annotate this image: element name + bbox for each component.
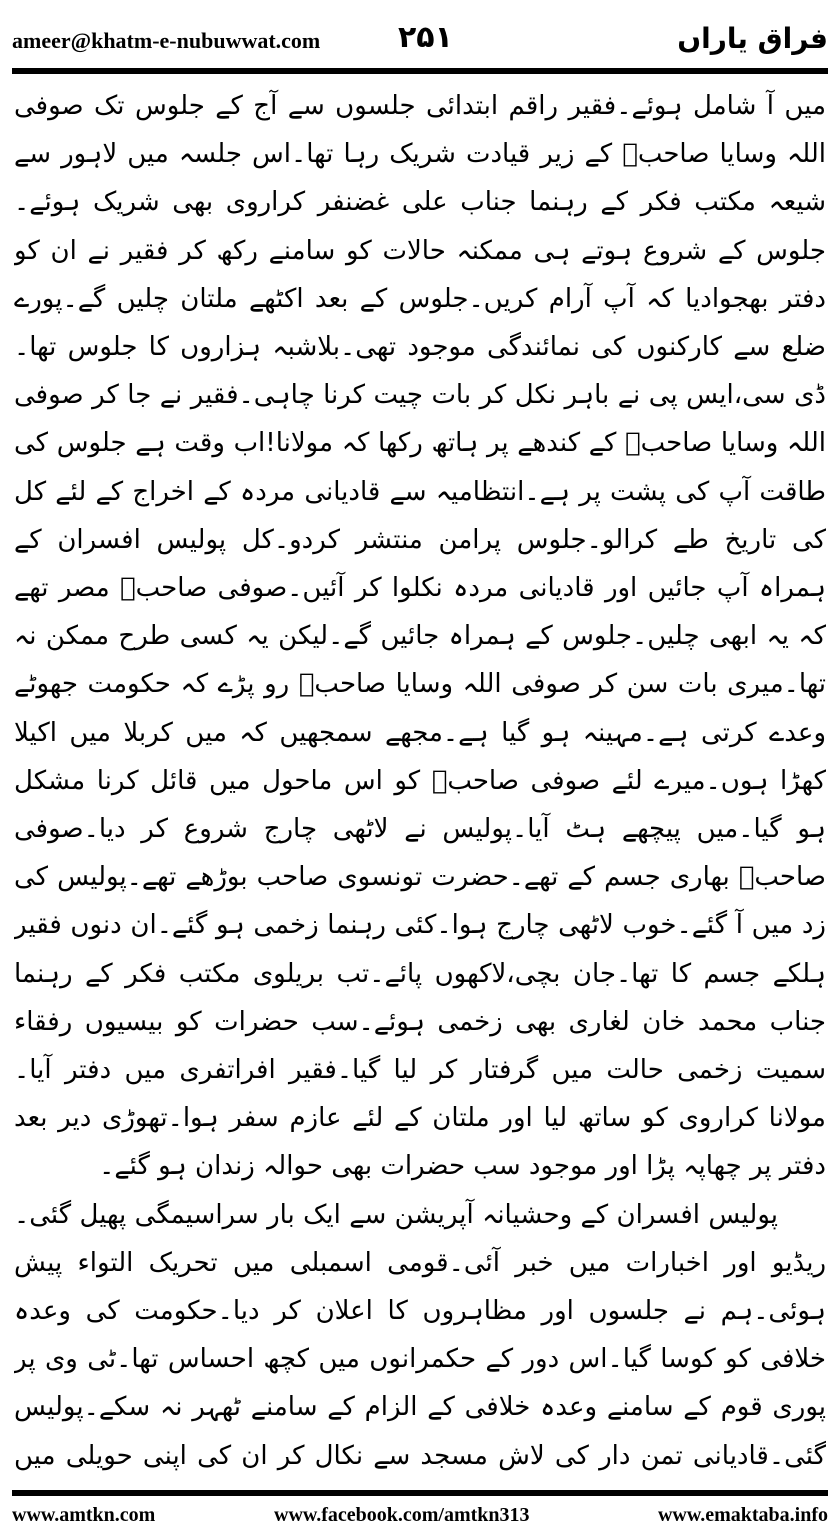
page-header — [12, 18, 828, 66]
paragraph-2: پولیس افسران کے وحشیانہ آپریشن سے ایک بار سراسیمگی پھیل گئی۔ریڈیو اور اخبارات میں خبر آئی۔قومی اسمبلی میں تحریک التواء پیش ہوئی۔ہم نے جلسوں اور مظاہروں کا اعلان کر دیا۔حکومت کی وعدہ خلافی کو کوسا گیا۔اس دور کے حکمرانوں میں کچھ احساس تھا۔ٹی وی پر پوری قوم کے سامنے وعدہ خلافی کے الزام کے سامنے ٹھہر نہ سکے۔پولیس گئی۔قادیانی تمن دار کی لاش مسجد سے نکال کر ان کی اپنی حویلی میں — [14, 1199, 826, 1471]
paragraph-1: میں آ شامل ہوئے۔فقیر راقم ابتدائی جلسوں سے آج کے جلوس تک صوفی اللہ وسایا صاحبؒ کے زیر قیادت شریک رہا تھا۔اس جلسہ میں لاہور سے شیعہ مکتب فکر کے رہنما جناب علی غضنفر کراروی بھی شریک ہوئے۔جلوس کے شروع ہوتے ہی ممکنہ حالات کو سامنے رکھ کر فقیر نے ان کو دفتر بھجوادیا کہ آپ آرام کریں۔جلوس کے بعد اکٹھے ملتان چلیں گے۔پورے ضلع سے کارکنوں کی نمائندگی موجود تھی۔بلاشبہ ہزاروں کا جلوس تھا۔ڈی سی،ایس پی نے باہر نکل کر بات چیت کرنا چاہی۔فقیر نے جا کر صوفی اللہ وسایا صاحبؒ کے کندھے پر ہاتھ رکھا کہ مولانا!اب وقت ہے جلوس کی طاقت آپ کی پشت پر ہے۔انتظامیہ سے قادیانی مردہ کے اخراج کے لئے کل کی تاریخ طے کرالو۔جلوس پرامن منتشر کردو۔کل پولیس افسران کے ہمراہ آپ جائیں اور قادیانی مردہ نکلوا کر آئیں۔صوفی صاحبؒ مصر تھے کہ یہ ابھی چلیں۔جلوس کے ہمراہ جائیں گے۔لیکن یہ کسی طرح ممکن نہ تھا۔میری بات سن کر صوفی اللہ وسایا صاحبؒ رو پڑے کہ حکومت جھوٹے وعدے کرتی ہے۔مہینہ ہو گیا ہے۔مجھے سمجھیں کہ میں کربلا میں اکیلا کھڑا ہوں۔میرے لئے صوفی صاحبؒ کو اس ماحول میں قائل کرنا مشکل ہو گیا۔میں پیچھے ہٹ آیا۔پولیس نے لاٹھی چارج شروع کر دیا۔صوفی صاحبؒ بھاری جسم کے تھے۔حضرت تونسوی صاحب بوڑھے تھے۔پولیس کی زد میں آ گئے۔خوب لاٹھی چارج ہوا۔کئی رہنما زخمی ہو گئے۔ان دنوں فقیر ہلکے جسم کا تھا۔جان بچی،لاکھوں پائے۔تب بریلوی مکتب فکر کے رہنما جناب محمد خان لغاری بھی زخمی ہوئے۔سب حضرات کو بیسیوں رفقاء سمیت زخمی حالت میں گرفتار کر لیا گیا۔فقیر افراتفری میں دفتر آیا۔مولانا کراروی کو ساتھ لیا اور ملتان کے لئے عازم سفر ہوا۔تھوڑی دیر بعد دفتر پر چھاپہ پڑا اور موجود سب حضرات بھی حوالہ زندان ہو گئے۔ — [14, 91, 826, 1182]
footer-link-facebook: www.facebook.com/amtkn313 — [274, 1504, 530, 1526]
footer-link-emaktaba: www.emaktaba.info — [657, 1504, 828, 1526]
page-number: ۲۵۱ — [398, 20, 453, 55]
header-rule — [12, 68, 828, 74]
header-email: ameer@khatm-e-nubuwwat.com — [12, 28, 321, 53]
footer-rule — [12, 1490, 828, 1496]
book-title: فراق یاراں — [677, 22, 828, 55]
page-footer — [12, 1504, 828, 1534]
footer-link-amtkn: www.amtkn.com — [12, 1504, 156, 1526]
page-body — [14, 82, 826, 1482]
